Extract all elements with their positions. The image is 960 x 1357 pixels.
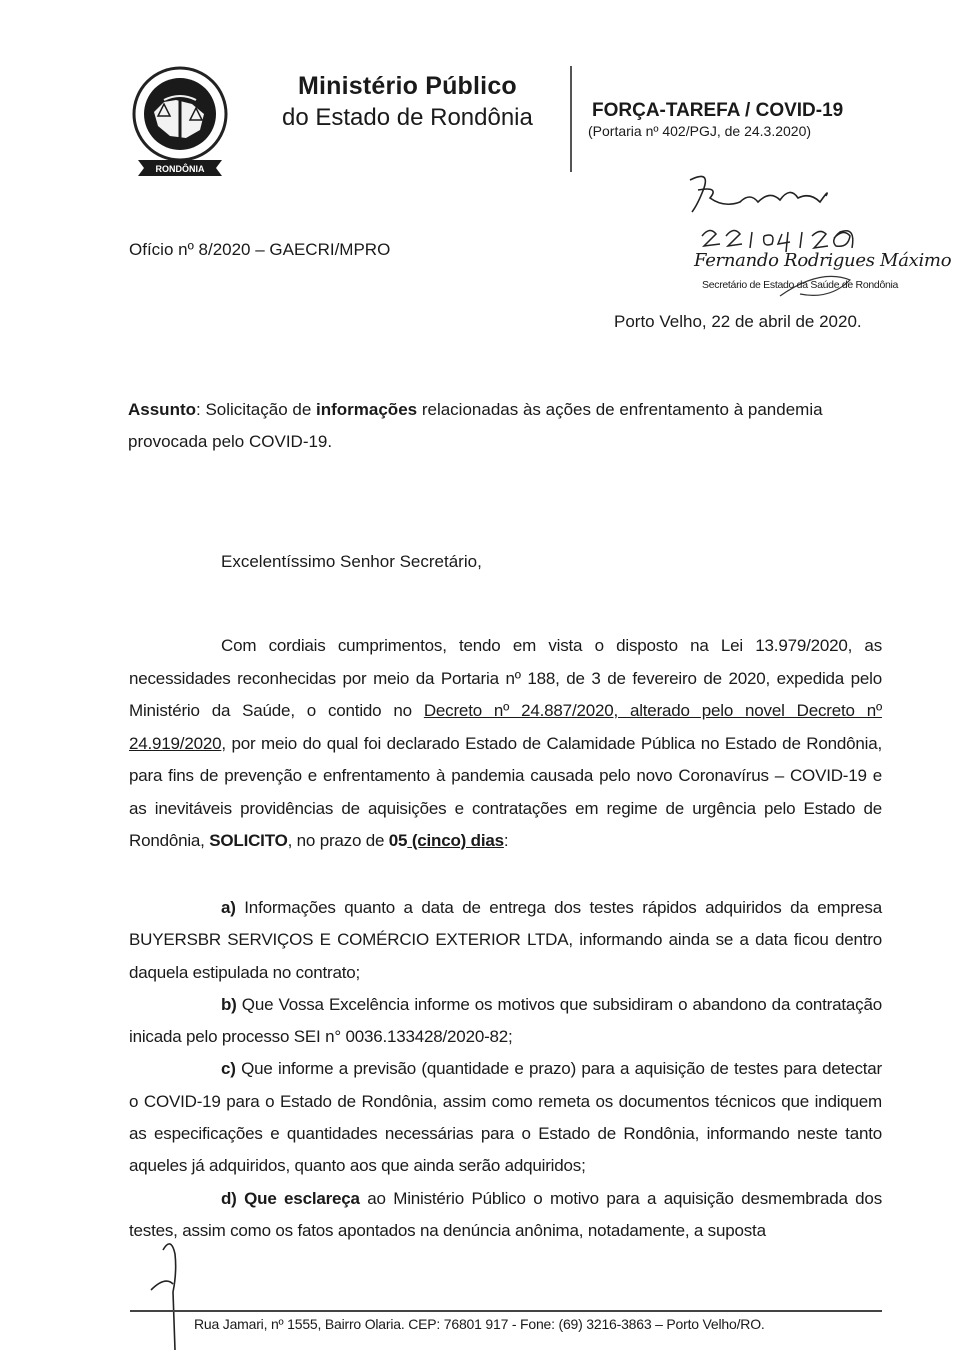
- list-item: a) Informações quanto a data de entrega dos testes rápidos adquiridos da empresa BUYERSBR SERVIÇOS E COMÉRCIO EXTERIOR LTDA, informando ainda se a data ficou dentro daquela estipulada no contrato;: [129, 898, 882, 982]
- initials-rubric: [145, 1232, 225, 1352]
- place-date: Porto Velho, 22 de abril de 2020.: [614, 312, 862, 331]
- oficio-number: Ofício nº 8/2020 – GAECRI/MPRO: [129, 240, 391, 259]
- org-subtitle: do Estado de Rondônia: [282, 104, 533, 131]
- list-item: b) Que Vossa Excelência informe os motivos que subsidiram o abandono da contratação inicada pelo processo SEI n° 0036.133428/2020-82;: [129, 994, 882, 1047]
- list-item: c) Que informe a previsão (quantidade e prazo) para a aquisição de testes para detectar o COVID-19 para o Estado de Rondônia, assim como remeta os documentos técnicos que indiquem as especificações e quantidades necessárias para o Estado de Rondônia, informando neste tanto aqueles já adquiridos, quanto aos que ainda serão adquiridos;: [129, 1059, 882, 1176]
- org-name: Ministério Público: [298, 72, 517, 100]
- body-paragraph: Com cordiais cumprimentos, tendo em vista o disposto na Lei 13.979/2020, as necessidades reconhecidas por meio da Portaria nº 188, de 3 de fevereiro de 2020, expedida pelo Ministério da Saúde, o contido no Decreto nº 24.887/2020, alterado pelo novel Decreto nº 24.919/2020, por meio do qual foi declarado Estado de Calamidade Pública no Estado de Rondônia, para fins de prevenção e enfrentamento à pandemia causada pelo novo Coronavírus – COVID-19 e as inevitáveis providências de aquisições e contratações em regime de urgência pelo Estado de Rondônia, SOLICITO, no prazo de 05 (cinco) dias:: [129, 636, 882, 850]
- signatory-name: Fernando Rodrigues Máximo: [694, 250, 952, 271]
- ministerio-publico-seal-icon: [130, 64, 230, 180]
- task-force-title: FORÇA-TAREFA / COVID-19: [592, 100, 844, 121]
- decree-reference: Decreto nº 24.887/2020, alterado pelo novel Decreto nº 24.919/2020: [129, 701, 882, 753]
- footer-address: Rua Jamari, nº 1555, Bairro Olaria. CEP: 76801 917 - Fone: (69) 3216-3863 – Porto Velho/RO.: [194, 1316, 765, 1332]
- portaria-reference: (Portaria nº 402/PGJ, de 24.3.2020): [588, 123, 812, 139]
- greeting: Excelentíssimo Senhor Secretário,: [221, 552, 482, 571]
- list-item: d) Que esclareça ao Ministério Público o motivo para a aquisição desmembrada dos testes, assim como os fatos apontados na denúncia anônima, notadamente, a suposta: [129, 1188, 882, 1240]
- signatory-role: Secretário de Estado da Saúde de Rondônia: [702, 279, 899, 291]
- subject-label: Assunto: [128, 400, 196, 419]
- svg-text:RONDÔNIA: RONDÔNIA: [155, 164, 205, 174]
- request-list: [129, 892, 882, 1247]
- header-divider: [570, 66, 572, 172]
- footer-divider: [130, 1310, 882, 1312]
- subject: Assunto: Solicitação de informações relacionadas às ações de enfrentamento à pandemia provocada pelo COVID-19.: [128, 400, 823, 451]
